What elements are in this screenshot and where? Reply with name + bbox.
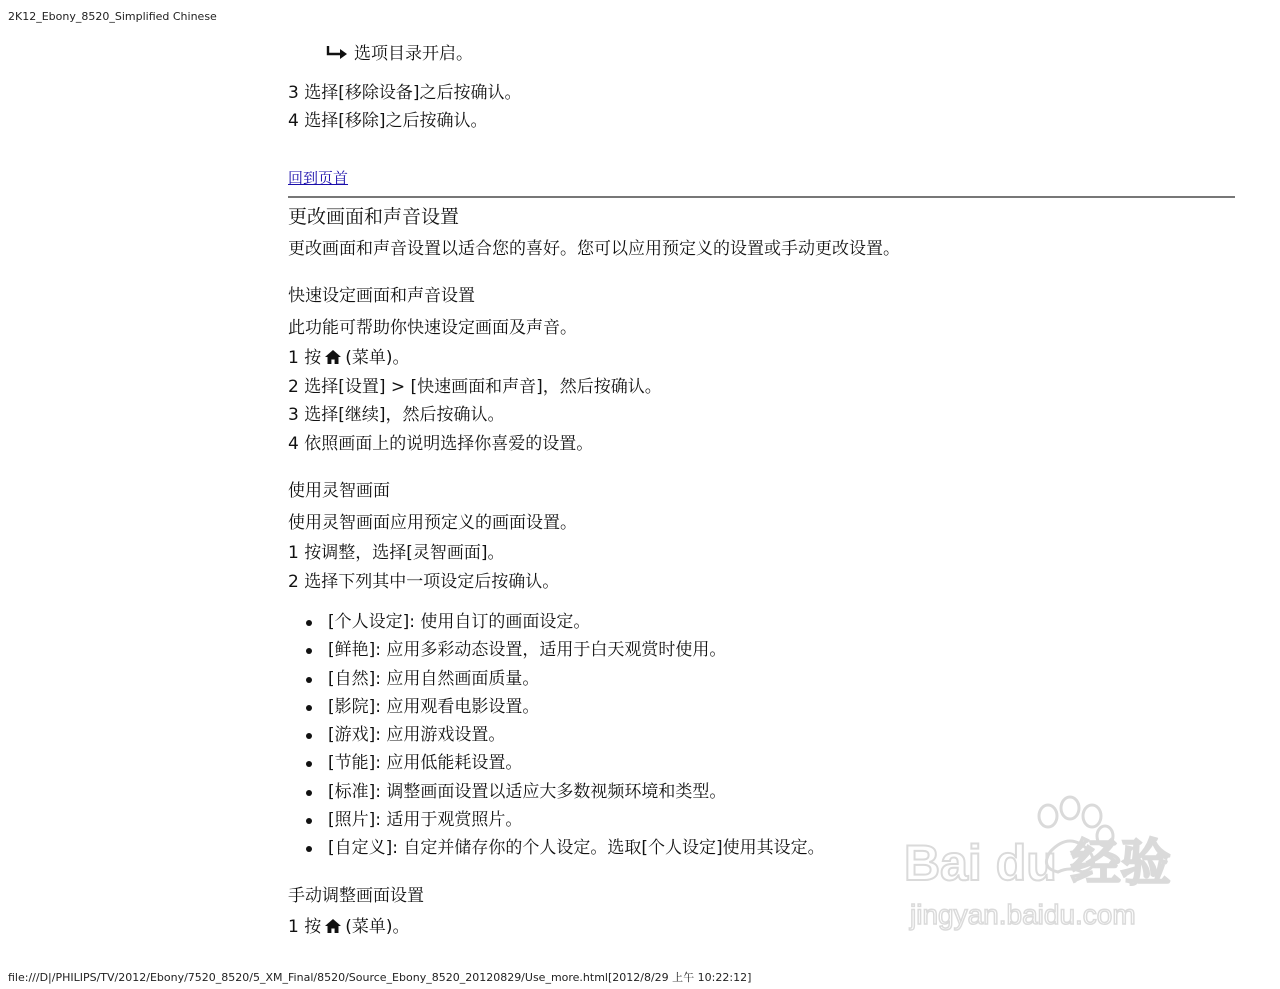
- list-item: [自定义]: 自定并储存你的个人设定。选取[个人设定]使用其设定。: [316, 838, 825, 866]
- result-line: [326, 44, 473, 64]
- quick-setup-title: 快速设定画面和声音设置: [288, 286, 475, 306]
- smart-step: 2 选择下列其中一项设定后按确认。: [288, 572, 560, 592]
- list-item: [个人设定]: 使用自订的画面设定。: [316, 612, 825, 640]
- section-description: 更改画面和声音设置以适合您的喜好。您可以应用预定义的设置或手动更改设置。: [288, 239, 900, 259]
- smart-picture-description: 使用灵智画面应用预定义的画面设置。: [288, 513, 577, 533]
- list-item: [游戏]: 应用游戏设置。: [316, 725, 825, 753]
- manual-adjust-title: 手动调整画面设置: [288, 886, 424, 906]
- baidu-watermark-logo: [900, 790, 1220, 950]
- home-icon: [325, 350, 341, 364]
- step-line: 4 选择[移除]之后按确认。: [288, 111, 488, 131]
- step-line: 3 选择[移除设备]之后按确认。: [288, 83, 522, 103]
- document-header: 2K12_Ebony_8520_Simplified Chinese: [8, 10, 217, 23]
- quick-step: 4 依照画面上的说明选择你喜爱的设置。: [288, 434, 594, 454]
- back-to-top-link[interactable]: 回到页首: [288, 169, 349, 187]
- list-item: [节能]: 应用低能耗设置。: [316, 753, 825, 781]
- smart-picture-title: 使用灵智画面: [288, 481, 390, 501]
- quick-step: 3 选择[继续]，然后按确认。: [288, 405, 505, 425]
- step-suffix: (菜单)。: [345, 348, 410, 368]
- step-prefix: 1 按: [288, 917, 322, 937]
- smart-step: 1 按调整，选择[灵智画面]。: [288, 543, 505, 563]
- list-item: [标准]: 调整画面设置以适应大多数视频环境和类型。: [316, 782, 825, 810]
- return-arrow-icon: [326, 46, 348, 60]
- quick-setup-description: 此功能可帮助你快速设定画面及声音。: [288, 318, 577, 338]
- result-text: 选项目录开启。: [354, 44, 473, 64]
- list-item: [鲜艳]: 应用多彩动态设置，适用于白天观赏时使用。: [316, 640, 825, 668]
- document-footer-path: file:///D|/PHILIPS/TV/2012/Ebony/7520_8520/5_XM_Final/8520/Source_Ebony_8520_20120829/Use_more.html[2012/8/29 上午 10:22:12]: [8, 971, 752, 984]
- watermark-domain: jingyan.baidu.com: [910, 899, 1136, 930]
- manual-step-1: [288, 917, 410, 937]
- watermark-brand: Bai du 经验: [904, 835, 1171, 891]
- section-divider: [288, 196, 1235, 198]
- home-icon: [325, 919, 341, 933]
- section-title: 更改画面和声音设置: [288, 206, 460, 228]
- smart-picture-options: [316, 612, 825, 867]
- list-item: [照片]: 适用于观赏照片。: [316, 810, 825, 838]
- quick-step: 2 选择[设置] > [快速画面和声音]，然后按确认。: [288, 377, 662, 397]
- step-suffix: (菜单)。: [345, 917, 410, 937]
- step-prefix: 1 按: [288, 348, 322, 368]
- quick-step-1: [288, 348, 410, 368]
- list-item: [自然]: 应用自然画面质量。: [316, 669, 825, 697]
- list-item: [影院]: 应用观看电影设置。: [316, 697, 825, 725]
